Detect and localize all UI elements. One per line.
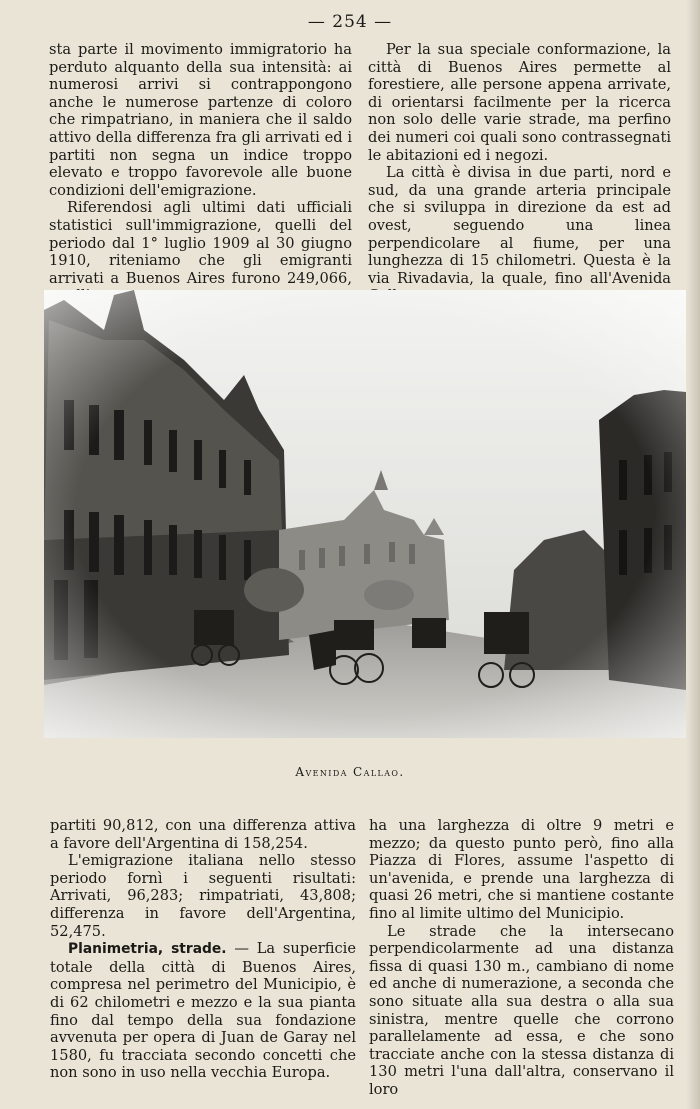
paragraph: Riferendosi agli ultimi dati ufficiali statistici sull'immigrazione, quelli del periodo dal 1° luglio 1909 al 30 giugno 1910, riteniamo che gli emigranti arrivati a Buenos Aires furono 249,066, xyxy=(49,199,352,287)
paragraph: sta parte il movimento immigratorio ha perduto alquanto della sua intensità: ai numerosi arrivi si contrappongono anche le numerose partenze di coloro che rimpatriano, in maniera che il saldo attivo della differenza fra gli arrivati ed i partiti non segna un indice troppo elevato e troppo favorevole alle buone condizioni dell'emigrazione. xyxy=(49,41,352,199)
section-text: — La superficie totale della città di Buenos Aires, compresa nel perimetro del Municipio, è di 62 chilometri e mezzo e la sua pianta fino dal tempo della sua fondazione avvenuta per opera di Juan de Garay nel 1580, fu tracciata secondo concetti che non sono in uso nella vecchia Europa. xyxy=(50,940,356,1082)
page-number: — 254 — xyxy=(307,12,393,32)
paragraph: Le strade che la intersecano perpendicolarmente ad una distanza fissa di quasi 130 m., cambiano di nome ed anche di numerazione, a seconda che sono situate alla sua destra o alla sua sinistra, mentre quelle che corrono parallelamente ad essa, e che sono tracciate anche con la stessa distanza di 130 metri l'una dall'altra, conservano il loro xyxy=(369,922,674,1098)
paragraph: Per la sua speciale conformazione, la città di Buenos Aires permette al forestiere, alle persone appena arrivate, di orientarsi facilmente per la ricerca non solo delle varie strade, ma perfino dei numeri coi quali sono contrassegnati le abitazioni ed i negozi. xyxy=(368,41,671,164)
column-bottom-left xyxy=(50,817,356,1082)
paragraph: La città è divisa in due parti, nord e sud, da una grande arteria principale che si sviluppa in direzione da est ad ovest, seguendo una linea perpendicolare al fiume, per una lunghezza di 15 chilometri. Questa è la via Rivadavia, la quale, fino all'Avenida xyxy=(368,164,671,287)
photo-illustration xyxy=(44,290,686,738)
paragraph: ha una larghezza di oltre 9 metri e mezzo; da questo punto però, fino alla Piazza di Flores, assume l'aspetto di un'avenida, e prende una larghezza di quasi 26 metri, che si mantiene costante fino al limite ultimo del Municipio. xyxy=(369,817,674,922)
column-top-left xyxy=(49,41,352,305)
column-bottom-right xyxy=(369,817,674,1099)
paragraph: partiti 90,812, con una differenza attiva a favore dell'Argentina di 158,254. xyxy=(50,817,356,852)
paragraph: L'emigrazione italiana nello stesso periodo fornì i seguenti risultati: Arrivati, 96,283; rimpatriati, 43,808; differenza in favore dell'Argentina, 52,475. xyxy=(50,852,356,940)
section-heading: Planimetria, strade. xyxy=(68,941,227,958)
paragraph-section xyxy=(50,940,356,1082)
street-photograph xyxy=(44,290,686,738)
column-top-right xyxy=(368,41,671,305)
page-edge-shadow xyxy=(686,0,700,1109)
figure-caption: Avenida Callao. xyxy=(295,765,405,779)
